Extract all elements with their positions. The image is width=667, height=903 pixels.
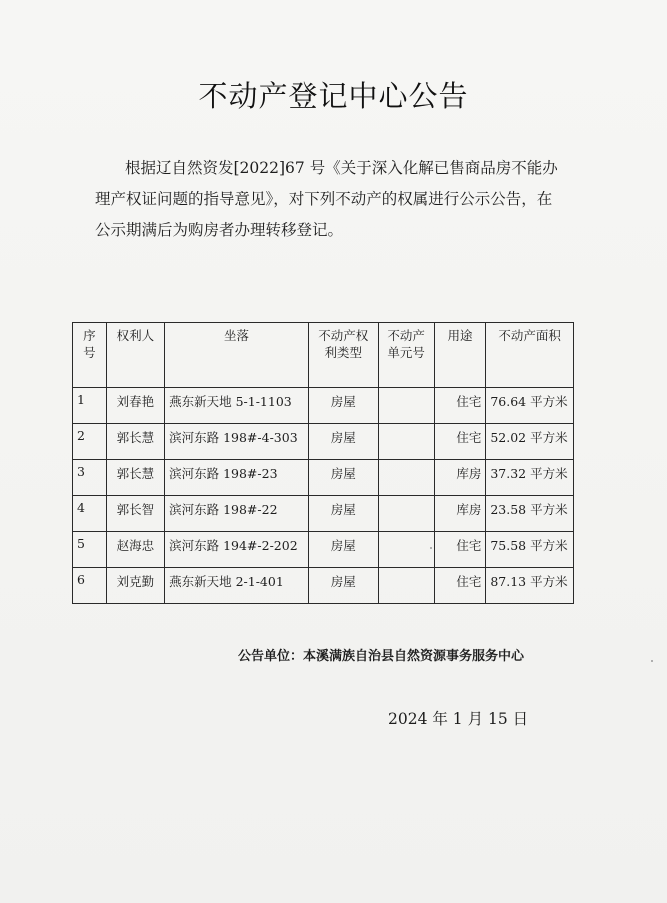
cell-area: 23.58 平方米 — [486, 496, 574, 532]
cell-area: 75.58 平方米 — [486, 532, 574, 568]
header-location: 坐落 — [165, 323, 309, 388]
cell-serial: 4 — [73, 496, 107, 532]
paragraph-line: 公示期满后为购房者办理转移登记。 — [95, 221, 344, 239]
header-serial: 序号 — [73, 323, 107, 388]
announcement-date: 2024 年 1 月 15 日 — [388, 710, 529, 728]
cell-right-type: 房屋 — [308, 568, 378, 604]
header-use: 用途 — [434, 323, 486, 388]
cell-serial: 2 — [73, 424, 107, 460]
announcement-paragraph — [95, 153, 575, 246]
cell-right-type: 房屋 — [308, 496, 378, 532]
table-row — [73, 568, 574, 604]
property-table — [72, 322, 574, 604]
cell-right-type: 房屋 — [308, 388, 378, 424]
cell-owner: 郭长慧 — [106, 424, 164, 460]
paragraph-line: 根据辽自然资发[2022]67 号《关于深入化解已售商品房不能办 — [125, 159, 558, 177]
cell-unit-number — [378, 388, 434, 424]
cell-unit-number — [378, 568, 434, 604]
header-owner: 权利人 — [106, 323, 164, 388]
table-row — [73, 388, 574, 424]
table-header-row — [73, 323, 574, 388]
cell-location: 滨河东路 194#-2-202 — [165, 532, 309, 568]
cell-right-type: 房屋 — [308, 532, 378, 568]
paragraph-line: 理产权证问题的指导意见》，对下列不动产的权属进行公示公告，在 — [95, 190, 553, 208]
table-row — [73, 532, 574, 568]
cell-unit-number — [378, 460, 434, 496]
cell-serial: 5 — [73, 532, 107, 568]
cell-serial: 3 — [73, 460, 107, 496]
cell-use: 库房 — [434, 496, 486, 532]
cell-right-type: 房屋 — [308, 460, 378, 496]
cell-owner: 郭长慧 — [106, 460, 164, 496]
cell-use: 住宅 — [434, 388, 486, 424]
cell-location: 滨河东路 198#-23 — [165, 460, 309, 496]
cell-area: 87.13 平方米 — [486, 568, 574, 604]
cell-use: 库房 — [434, 460, 486, 496]
cell-owner: 郭长智 — [106, 496, 164, 532]
cell-area: 37.32 平方米 — [486, 460, 574, 496]
cell-location: 滨河东路 198#-4-303 — [165, 424, 309, 460]
cell-right-type: 房屋 — [308, 424, 378, 460]
cell-use: 住宅 — [434, 568, 486, 604]
document-title: 不动产登记中心公告 — [198, 79, 469, 113]
header-area: 不动产面积 — [486, 323, 574, 388]
cell-serial: 6 — [73, 568, 107, 604]
header-right-type: 不动产权利类型 — [308, 323, 378, 388]
table-row — [73, 496, 574, 532]
scan-speck — [651, 660, 653, 662]
header-unit-number: 不动产单元号 — [378, 323, 434, 388]
cell-unit-number — [378, 532, 434, 568]
cell-unit-number — [378, 424, 434, 460]
cell-unit-number — [378, 496, 434, 532]
cell-owner: 刘春艳 — [106, 388, 164, 424]
cell-area: 52.02 平方米 — [486, 424, 574, 460]
cell-use: 住宅 — [434, 532, 486, 568]
scan-speck — [430, 547, 432, 549]
cell-location: 燕东新天地 5-1-1103 — [165, 388, 309, 424]
cell-location: 燕东新天地 2-1-401 — [165, 568, 309, 604]
table-row — [73, 424, 574, 460]
cell-owner: 赵海忠 — [106, 532, 164, 568]
table-row — [73, 460, 574, 496]
cell-use: 住宅 — [434, 424, 486, 460]
cell-serial: 1 — [73, 388, 107, 424]
cell-owner: 刘克勤 — [106, 568, 164, 604]
cell-location: 滨河东路 198#-22 — [165, 496, 309, 532]
cell-area: 76.64 平方米 — [486, 388, 574, 424]
publisher-line: 公告单位：本溪满族自治县自然资源事务服务中心 — [238, 649, 525, 664]
